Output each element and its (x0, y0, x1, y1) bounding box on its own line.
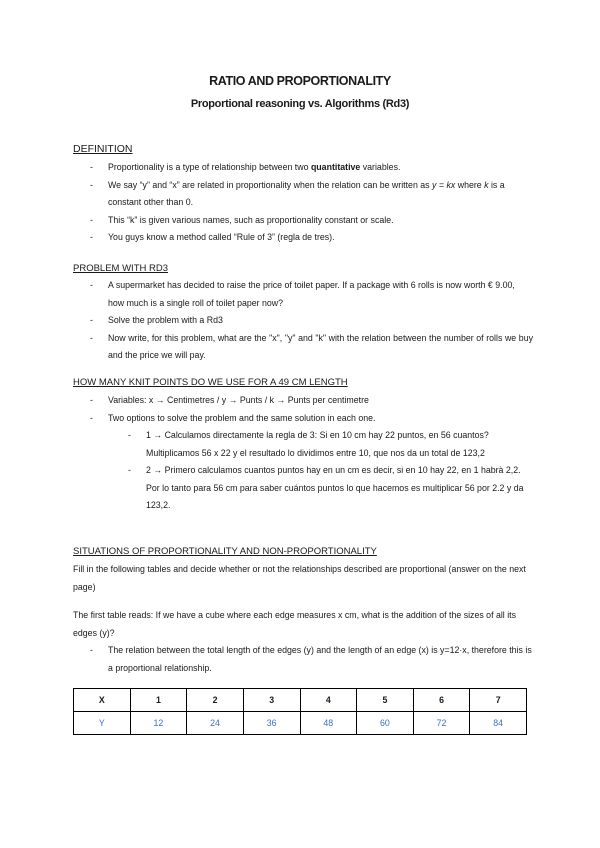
list-item: - Solve the problem with a Rd3 (73, 312, 533, 330)
list-item: - Variables: x → Centimetres / y → Punts / k → Punts per centimetre (73, 392, 533, 410)
table-cell: Y (74, 712, 131, 735)
table-cell: 1 (130, 689, 187, 712)
table-cell: 3 (243, 689, 300, 712)
knit-list (73, 392, 533, 515)
definition-list (73, 159, 533, 247)
page-title: RATIO AND PROPORTIONALITY (209, 74, 391, 88)
situations-intro: Fill in the following tables and decide whether or not the relationships described are proportional (answer on the next page) (73, 564, 526, 592)
list-item: - A supermarket has decided to raise the price of toilet paper. If a package with 6 rolls is now worth € 9.00, how much is a single roll of toilet paper now? (73, 277, 533, 312)
definition-heading: DEFINITION (73, 143, 133, 155)
list-item: - The relation between the total length of the edges (y) and the length of an edge (x) is y=12·x, therefore this is a proportional relationship. (73, 642, 533, 677)
table-cell: 84 (470, 712, 527, 735)
situations-heading: SITUATIONS OF PROPORTIONALITY AND NON-PROPORTIONALITY (73, 546, 377, 557)
list-item: - Two options to solve the problem and the same solution in each one. - 1 → Calculamos directamente la regla de 3: Si en 10 cm hay 22 puntos, en 56 cuantos? Multiplicamos 56 x 22 y el resultado lo dividimos entre 10, que nos da un total de 123,2 - 2 → Primero calculamos cuantos puntos hay en un cm es decir, si en 10 hay 22, en 1 habrà 2,2. Por lo tanto para 56 cm para saber cuántos puntos lo que hacemos es multiplicar 56 por 2.2 y da 123,2. (73, 410, 533, 515)
table-cell: 7 (470, 689, 527, 712)
list-item: - Proportionality is a type of relationship between two quantitative variables. (73, 159, 533, 177)
page-subtitle: Proportional reasoning vs. Algorithms (Rd3) (190, 98, 410, 110)
table-cell: X (74, 689, 131, 712)
table-cell: 48 (300, 712, 357, 735)
table-intro: The first table reads: If we have a cube where each edge measures x cm, what is the addition of the sizes of all its edges (y)? (73, 610, 517, 638)
list-item: - You guys know a method called “Rule of 3” (regla de tres). (73, 229, 533, 247)
table-cell: 60 (357, 712, 414, 735)
table-cell: 5 (357, 689, 414, 712)
situations-list (73, 642, 533, 677)
table-cell: 72 (413, 712, 470, 735)
sub-list-item: - 2 → Primero calculamos cuantos puntos hay en un cm es decir, si en 10 hay 22, en 1 habrà 2,2. Por lo tanto para 56 cm para saber cuántos puntos lo que hacemos es multiplicar 56 por 2.2 y da 123,2. (108, 462, 533, 515)
table-cell: 6 (413, 689, 470, 712)
list-item: - Now write, for this problem, what are the "x", "y" and "k" with the relation between the number of rolls we buy and the price we will pay. (73, 330, 533, 365)
table-cell: 12 (130, 712, 187, 735)
cube-edges-table (73, 688, 527, 735)
sub-list-item: - 1 → Calculamos directamente la regla de 3: Si en 10 cm hay 22 puntos, en 56 cuantos? Multiplicamos 56 x 22 y el resultado lo dividimos entre 10, que nos da un total de 123,2 (108, 427, 533, 462)
knit-heading: HOW MANY KNIT POINTS DO WE USE FOR A 49 CM LENGTH (73, 377, 348, 388)
table-cell: 36 (243, 712, 300, 735)
table-cell: 24 (187, 712, 244, 735)
table-row-y (74, 712, 527, 735)
table-cell: 2 (187, 689, 244, 712)
knit-sub-list (108, 427, 533, 515)
table-cell: 4 (300, 689, 357, 712)
list-item: - This “k” is given various names, such as proportionality constant or scale. (73, 212, 533, 230)
problem-heading: PROBLEM WITH RD3 (73, 263, 169, 274)
table-row-x (74, 689, 527, 712)
list-item: - We say “y” and “x” are related in proportionality when the relation can be written as y = kx where k is a constant other than 0. (73, 177, 533, 212)
problem-list (73, 277, 533, 365)
